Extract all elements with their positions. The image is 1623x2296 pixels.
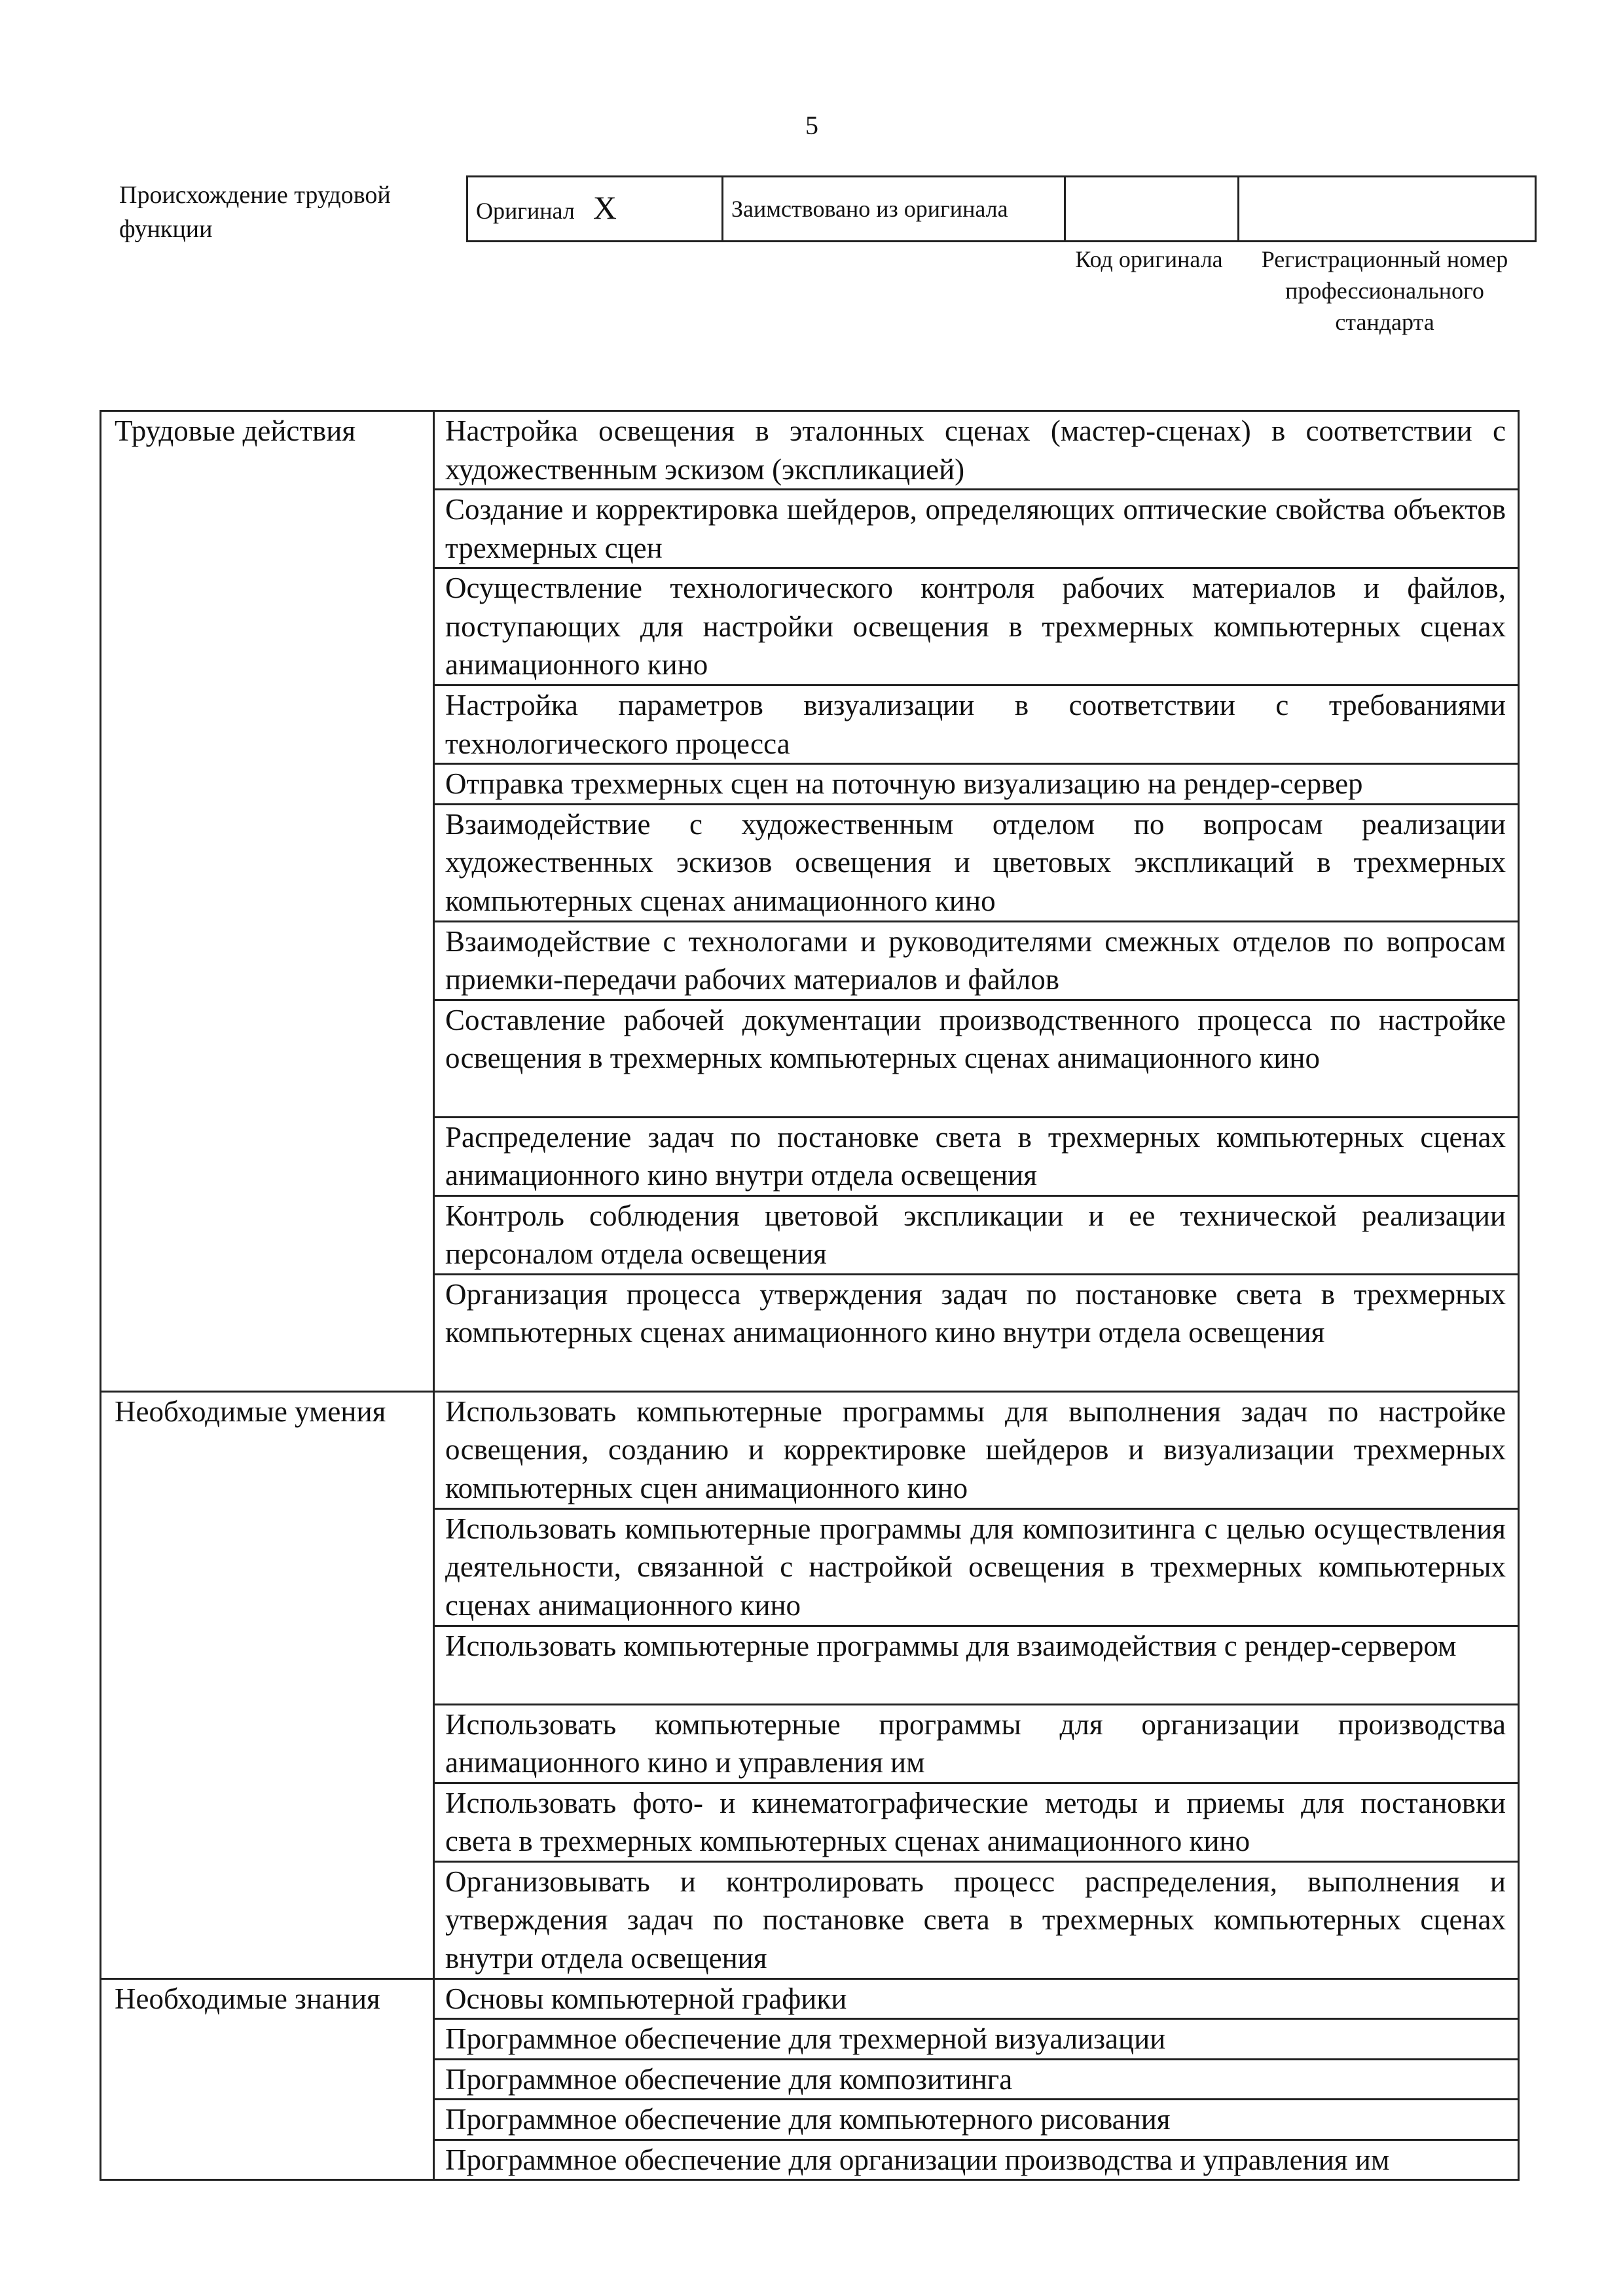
origin-original-label: Оригинал <box>476 197 575 224</box>
table-cell: Настройка параметров визуализации в соответствии с требованиями технологического процесса <box>434 685 1519 764</box>
table-cell: Осуществление технологического контроля рабочих материалов и файлов, поступающих для настройки освещения в трехмерных компьютерных сценах анимационного кино <box>434 568 1519 685</box>
table-row <box>101 1391 1519 1508</box>
table-cell: Составление рабочей документации производственного процесса по настройке освещения в трехмерных компьютерных сценах анимационного кино <box>434 1000 1519 1117</box>
category-cell: Необходимые знания <box>101 1978 434 2180</box>
table-cell: Использовать компьютерные программы для взаимодействия с рендер-сервером <box>434 1626 1519 1704</box>
origin-reg-cell <box>1239 177 1536 242</box>
table-cell: Программное обеспечение для композитинга <box>434 2059 1519 2100</box>
table-cell: Настройка освещения в эталонных сценах (мастер-сценах) в соответствии с художественным эскизом (экспликацией) <box>434 411 1519 490</box>
origin-table <box>466 175 1537 242</box>
table-cell: Организация процесса утверждения задач по постановке света в трехмерных компьютерных сценах анимационного кино внутри отдела освещения <box>434 1274 1519 1391</box>
table-row <box>101 1978 1519 2019</box>
table-cell: Взаимодействие с художественным отделом по вопросам реализации художественных эскизов освещения и цветовых экспликаций в трехмерных компьютерных сценах анимационного кино <box>434 804 1519 921</box>
table-cell: Отправка трехмерных сцен на поточную визуализацию на рендер-сервер <box>434 764 1519 805</box>
table-cell: Программное обеспечение для трехмерной визуализации <box>434 2019 1519 2060</box>
category-cell: Необходимые умения <box>101 1391 434 1978</box>
table-cell: Создание и корректировка шейдеров, определяющих оптические свойства объектов трехмерных сцен <box>434 490 1519 568</box>
category-cell: Трудовые действия <box>101 411 434 1392</box>
reg-caption: Регистрационный номер профессионального стандарта <box>1261 246 1508 335</box>
code-caption: Код оригинала <box>1075 246 1223 272</box>
table-cell: Использовать компьютерные программы для композитинга с целью осуществления деятельности, связанной с настройкой освещения в трехмерных компьютерных сценах анимационного кино <box>434 1508 1519 1626</box>
table-cell: Основы компьютерной графики <box>434 1978 1519 2019</box>
origin-original-mark: X <box>593 189 617 226</box>
table-cell: Программное обеспечение для компьютерного рисования <box>434 2100 1519 2140</box>
table-cell: Программное обеспечение для организации производства и управления им <box>434 2140 1519 2180</box>
origin-code-cell <box>1065 177 1239 242</box>
origin-label: Происхождение трудовой функции <box>119 181 391 243</box>
table-cell: Использовать компьютерные программы для выполнения задач по настройке освещения, созданию и корректировке шейдеров и визуализации трехмерных компьютерных сцен анимационного кино <box>434 1391 1519 1508</box>
table-cell: Использовать компьютерные программы для организации производства анимационного кино и управления им <box>434 1704 1519 1783</box>
table-cell: Взаимодействие с технологами и руководителями смежных отделов по вопросам приемки-передачи рабочих материалов и файлов <box>434 921 1519 1000</box>
table-cell: Использовать фото- и кинематографические методы и приемы для постановки света в трехмерных компьютерных сценах анимационного кино <box>434 1783 1519 1861</box>
labor-function-table <box>100 410 1520 2181</box>
origin-borrowed-cell: Заимствовано из оригинала <box>723 177 1065 242</box>
table-cell: Контроль соблюдения цветовой экспликации и ее технической реализации персоналом отдела освещения <box>434 1195 1519 1274</box>
table-cell: Распределение задач по постановке света в трехмерных компьютерных сценах анимационного кино внутри отдела освещения <box>434 1117 1519 1195</box>
table-row <box>101 411 1519 490</box>
origin-original-cell <box>467 177 723 242</box>
table-cell: Организовывать и контролировать процесс распределения, выполнения и утверждения задач по постановке света в трехмерных компьютерных сценах внутри отдела освещения <box>434 1861 1519 1978</box>
page-number: 5 <box>805 111 818 140</box>
